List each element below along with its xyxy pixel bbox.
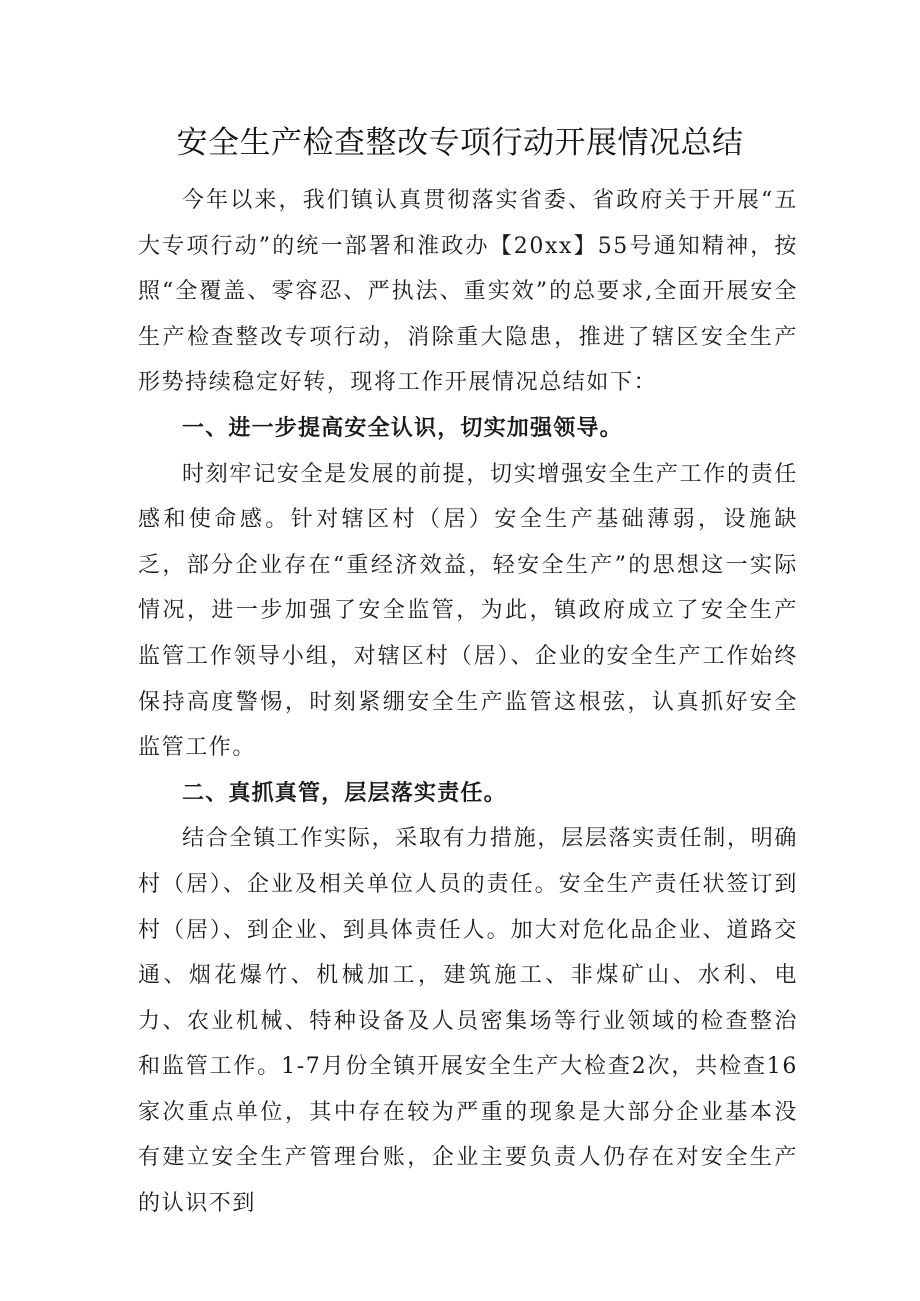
document-title: 安全生产检查整改专项行动开展情况总结	[176, 125, 744, 161]
section-2-paragraph: 结合全镇工作实际，采取有力措施，层层落实责任制，明确村（居）、企业及相关单位人员的责任。安全生产责任状签订到村（居）、到企业、到具体责任人。加大对危化品企业、道路交通、烟花爆竹、机械加工，建筑施工、非煤矿山、水利、电力、农业机械、特种设备及人员密集场等行业领域的检查整治和监管工作。1-7月份全镇开展安全生产大检查2次，共检查16家次重点单位，其中存在较为严重的现象是大部分企业基本没有建立安全生产管理台账，企业主要负责人仍存在对安全生产的认识不到	[138, 826, 798, 1217]
section-heading-1: 一、进一步提高安全认识，切实加强领导。	[182, 415, 623, 441]
section-1-paragraph: 时刻牢记安全是发展的前提，切实增强安全生产工作的责任感和使命感。针对辖区村（居）安全生产基础薄弱，设施缺乏，部分企业存在“重经济效益，轻安全生产”的思想这一实际情况，进一步加强了安全监管，为此，镇政府成立了安全生产监管工作领导小组，对辖区村（居）、企业的安全生产工作始终保持高度警惕，时刻紧绷安全生产监管这根弦，认真抓好安全监管工作。	[138, 461, 798, 761]
document-body	[138, 178, 798, 1227]
intro-paragraph: 今年以来，我们镇认真贯彻落实省委、省政府关于开展“五大专项行动”的统一部署和淮政办【20xx】55号通知精神，按照“全覆盖、零容忍、严执法、重实效”的总要求,全面开展安全生产检查整改专项行动，消除重大隐患，推进了辖区安全生产形势持续稳定好转，现将工作开展情况总结如下：	[138, 188, 798, 396]
section-heading-2: 二、真抓真管，层层落实责任。	[182, 780, 507, 806]
